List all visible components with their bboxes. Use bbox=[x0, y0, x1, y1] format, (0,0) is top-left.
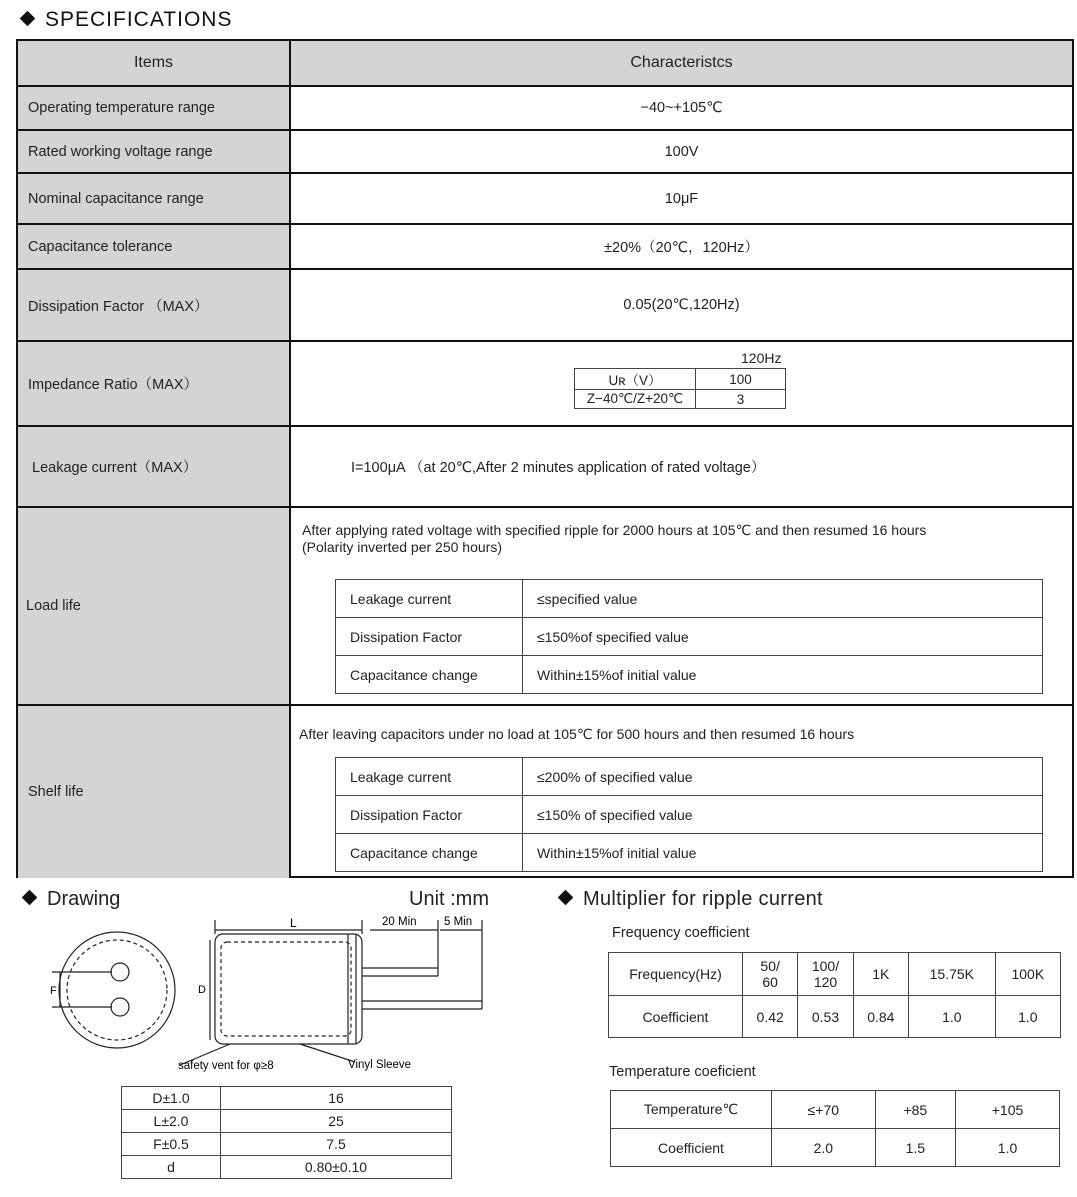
item-label: Nominal capacitance range bbox=[18, 174, 291, 223]
item-label: Dissipation Factor （MAX） bbox=[18, 270, 291, 340]
shelf-life-table bbox=[335, 757, 1043, 872]
table-row bbox=[609, 996, 1061, 1038]
item-value: 100V bbox=[664, 143, 699, 160]
table-cell: F±0.5 bbox=[122, 1133, 221, 1156]
item-label: Load life bbox=[18, 508, 291, 704]
table-row bbox=[611, 1091, 1060, 1129]
row-capacitance-tolerance bbox=[18, 223, 1072, 268]
table-row bbox=[609, 953, 1061, 996]
table-cell: ≤specified value bbox=[523, 580, 1043, 618]
table-cell: 0.80±0.10 bbox=[221, 1156, 452, 1179]
table-cell: 2.0 bbox=[772, 1129, 876, 1167]
item-value: ±20%（20℃，120Hz） bbox=[604, 240, 759, 256]
row-operating-temp bbox=[18, 85, 1072, 129]
table-cell: L±2.0 bbox=[122, 1110, 221, 1133]
table-cell: ≤200% of specified value bbox=[523, 758, 1043, 796]
table-cell: Dissipation Factor bbox=[336, 796, 523, 834]
label-5-min: 5 Min bbox=[444, 916, 473, 928]
impedance-ur-label: Uʀ（V） bbox=[575, 369, 696, 390]
table-cell: 1K bbox=[853, 953, 908, 996]
table-row bbox=[122, 1110, 452, 1133]
dimension-table bbox=[121, 1086, 452, 1179]
item-value: 0.05(20℃,120Hz) bbox=[623, 297, 740, 313]
table-cell: D±1.0 bbox=[122, 1087, 221, 1110]
table-row bbox=[122, 1087, 452, 1110]
table-cell: Capacitance change bbox=[336, 656, 523, 694]
table-cell: 7.5 bbox=[221, 1133, 452, 1156]
frequency-coefficient-title: Frequency coefficient bbox=[612, 925, 750, 941]
table-cell: Within±15%of initial value bbox=[523, 834, 1043, 872]
row-shelf-life bbox=[18, 704, 1072, 878]
table-cell: Temperature℃ bbox=[611, 1091, 772, 1129]
capacitor-drawing bbox=[30, 910, 500, 1085]
table-cell: +85 bbox=[875, 1091, 955, 1129]
capacitor-front-view bbox=[52, 932, 175, 1048]
table-cell: 15.75K bbox=[908, 953, 995, 996]
load-life-desc-2: (Polarity inverted per 250 hours) bbox=[302, 539, 502, 555]
table-cell: ≤+70 bbox=[772, 1091, 876, 1129]
temperature-table bbox=[610, 1090, 1060, 1167]
row-nominal-capacitance bbox=[18, 172, 1072, 223]
item-value: I=100μA （at 20℃,After 2 minutes application of rated voltage） bbox=[351, 460, 766, 476]
frequency-table bbox=[608, 952, 1061, 1038]
table-cell: 1.5 bbox=[875, 1129, 955, 1167]
label-vinyl-sleeve: Vinyl Sleeve bbox=[348, 1059, 412, 1071]
multiplier-title bbox=[560, 888, 823, 911]
table-row bbox=[122, 1156, 452, 1179]
table-cell: 16 bbox=[221, 1087, 452, 1110]
shelf-life-cell bbox=[291, 706, 1072, 878]
spec-table bbox=[16, 39, 1074, 878]
table-row bbox=[336, 580, 1043, 618]
table-cell: Dissipation Factor bbox=[336, 618, 523, 656]
table-cell: Capacitance change bbox=[336, 834, 523, 872]
unit-label: Unit :mm bbox=[409, 888, 489, 910]
table-cell: Leakage current bbox=[336, 580, 523, 618]
row-dissipation-factor bbox=[18, 268, 1072, 340]
label-20-min: 20 Min bbox=[382, 916, 417, 928]
spec-header-row bbox=[18, 41, 1072, 85]
item-label: Rated working voltage range bbox=[18, 131, 291, 172]
item-label: Leakage current（MAX） bbox=[18, 427, 291, 506]
load-life-desc-1: After applying rated voltage with specified ripple for 2000 hours at 105℃ and then resumed 16 hours bbox=[302, 522, 927, 538]
label-L: L bbox=[290, 916, 297, 930]
table-row bbox=[336, 796, 1043, 834]
shelf-life-desc: After leaving capacitors under no load at 105℃ for 500 hours and then resumed 16 hours bbox=[299, 726, 855, 742]
table-cell: 1.0 bbox=[956, 1129, 1060, 1167]
item-label: Operating temperature range bbox=[18, 87, 291, 129]
table-cell: Coefficient bbox=[611, 1129, 772, 1167]
table-cell: ≤150%of specified value bbox=[523, 618, 1043, 656]
row-rated-voltage bbox=[18, 129, 1072, 172]
load-life-table bbox=[335, 579, 1043, 694]
table-row bbox=[336, 656, 1043, 694]
row-load-life bbox=[18, 506, 1072, 704]
table-cell: 100/ 120 bbox=[798, 953, 853, 996]
row-impedance-ratio bbox=[18, 340, 1072, 425]
table-cell: 0.42 bbox=[743, 996, 798, 1038]
label-safety-vent: safety vent for φ≥8 bbox=[178, 1060, 274, 1072]
table-row bbox=[336, 834, 1043, 872]
table-row bbox=[611, 1129, 1060, 1167]
table-cell: 100K bbox=[995, 953, 1060, 996]
impedance-table bbox=[574, 368, 786, 409]
table-cell: Leakage current bbox=[336, 758, 523, 796]
item-label: Capacitance tolerance bbox=[18, 225, 291, 268]
header-items: Items bbox=[18, 41, 291, 85]
table-cell: d bbox=[122, 1156, 221, 1179]
multiplier-title-text: Multiplier for ripple current bbox=[583, 888, 823, 910]
drawing-title-text: Drawing bbox=[47, 888, 121, 910]
table-cell: +105 bbox=[956, 1091, 1060, 1129]
impedance-cell bbox=[291, 342, 1072, 425]
impedance-freq: 120Hz bbox=[741, 350, 782, 366]
item-label: Shelf life bbox=[18, 706, 291, 878]
drawing-title bbox=[24, 888, 120, 911]
impedance-z-value: 3 bbox=[696, 390, 786, 409]
table-cell: Within±15%of initial value bbox=[523, 656, 1043, 694]
label-D: D bbox=[198, 984, 206, 996]
load-life-cell bbox=[291, 508, 1072, 704]
diamond-bullet-icon bbox=[22, 890, 38, 906]
table-cell: 0.53 bbox=[798, 996, 853, 1038]
table-cell: 25 bbox=[221, 1110, 452, 1133]
table-cell: 1.0 bbox=[908, 996, 995, 1038]
item-label: Impedance Ratio（MAX） bbox=[18, 342, 291, 425]
impedance-ur-value: 100 bbox=[696, 369, 786, 390]
row-leakage-current bbox=[18, 425, 1072, 506]
table-cell: 1.0 bbox=[995, 996, 1060, 1038]
table-cell: 50/ 60 bbox=[743, 953, 798, 996]
item-value: 10μF bbox=[664, 190, 699, 207]
specifications-title-text: SPECIFICATIONS bbox=[45, 8, 233, 31]
table-cell: ≤150% of specified value bbox=[523, 796, 1043, 834]
diamond-bullet-icon bbox=[558, 890, 574, 906]
impedance-z-label: Z−40℃/Z+20℃ bbox=[575, 390, 696, 409]
table-row bbox=[336, 758, 1043, 796]
temperature-coefficient-title: Temperature coeficient bbox=[609, 1064, 756, 1080]
table-cell: 0.84 bbox=[853, 996, 908, 1038]
capacitor-side-view bbox=[180, 920, 482, 1065]
item-value: −40~+105℃ bbox=[640, 100, 723, 116]
table-cell: Coefficient bbox=[609, 996, 743, 1038]
table-row bbox=[336, 618, 1043, 656]
diamond-bullet-icon bbox=[20, 11, 36, 27]
label-F: F bbox=[50, 985, 57, 997]
header-characteristics: Characteristcs bbox=[291, 41, 1072, 85]
table-row bbox=[122, 1133, 452, 1156]
table-cell: Frequency(Hz) bbox=[609, 953, 743, 996]
specifications-title bbox=[22, 8, 232, 32]
